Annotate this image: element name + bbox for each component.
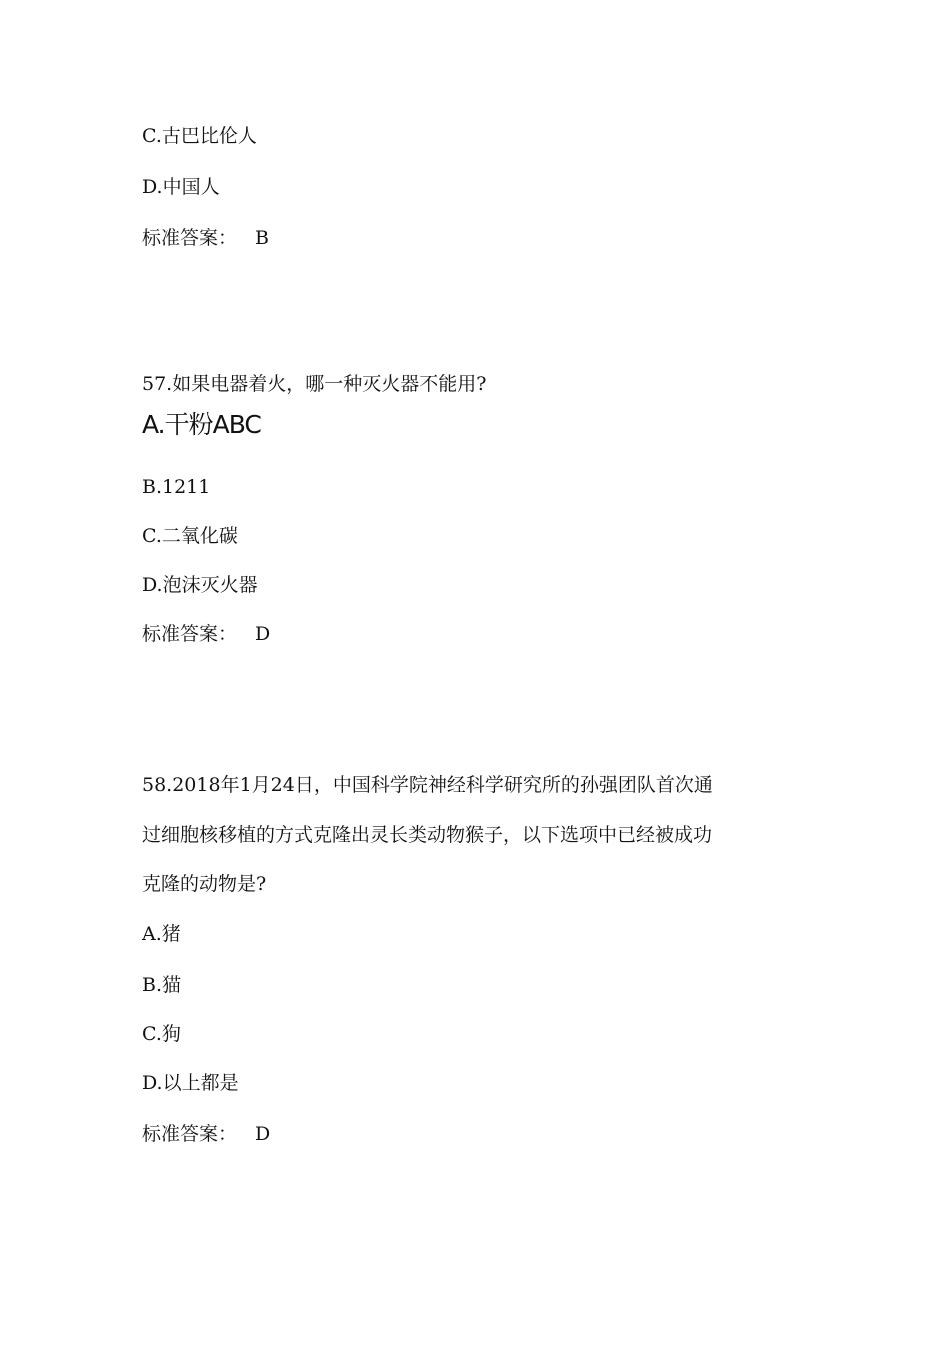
option-c: C.狗	[142, 1023, 181, 1045]
question-58-line: 过细胞核移植的方式克隆出灵长类动物猴子，以下选项中已经被成功	[142, 824, 713, 846]
answer-value: D	[255, 623, 271, 645]
answer-line	[142, 226, 269, 250]
option-b: B.1211	[142, 476, 211, 498]
option-c: C.古巴比伦人	[142, 125, 257, 147]
option-c: C.二氧化碳	[142, 525, 238, 547]
answer-label: 标准答案：	[142, 227, 238, 249]
answer-label: 标准答案：	[142, 1123, 238, 1145]
option-a: A.猪	[142, 923, 181, 945]
option-d: D.以上都是	[142, 1072, 239, 1094]
option-d: D.泡沫灭火器	[142, 574, 258, 596]
answer-value: B	[255, 227, 269, 249]
option-a: A.干粉ABC	[142, 410, 261, 439]
question-58-line: 克隆的动物是?	[142, 873, 267, 895]
answer-value: D	[255, 1123, 271, 1145]
option-d: D.中国人	[142, 176, 220, 198]
question-57: 57.如果电器着火，哪一种灭火器不能用?	[142, 373, 487, 395]
answer-line	[142, 622, 270, 646]
answer-label: 标准答案：	[142, 623, 238, 645]
option-b: B.猫	[142, 974, 182, 996]
question-58-line: 58.2018年1月24日，中国科学院神经科学研究所的孙强团队首次通	[142, 774, 713, 796]
answer-line	[142, 1122, 270, 1146]
